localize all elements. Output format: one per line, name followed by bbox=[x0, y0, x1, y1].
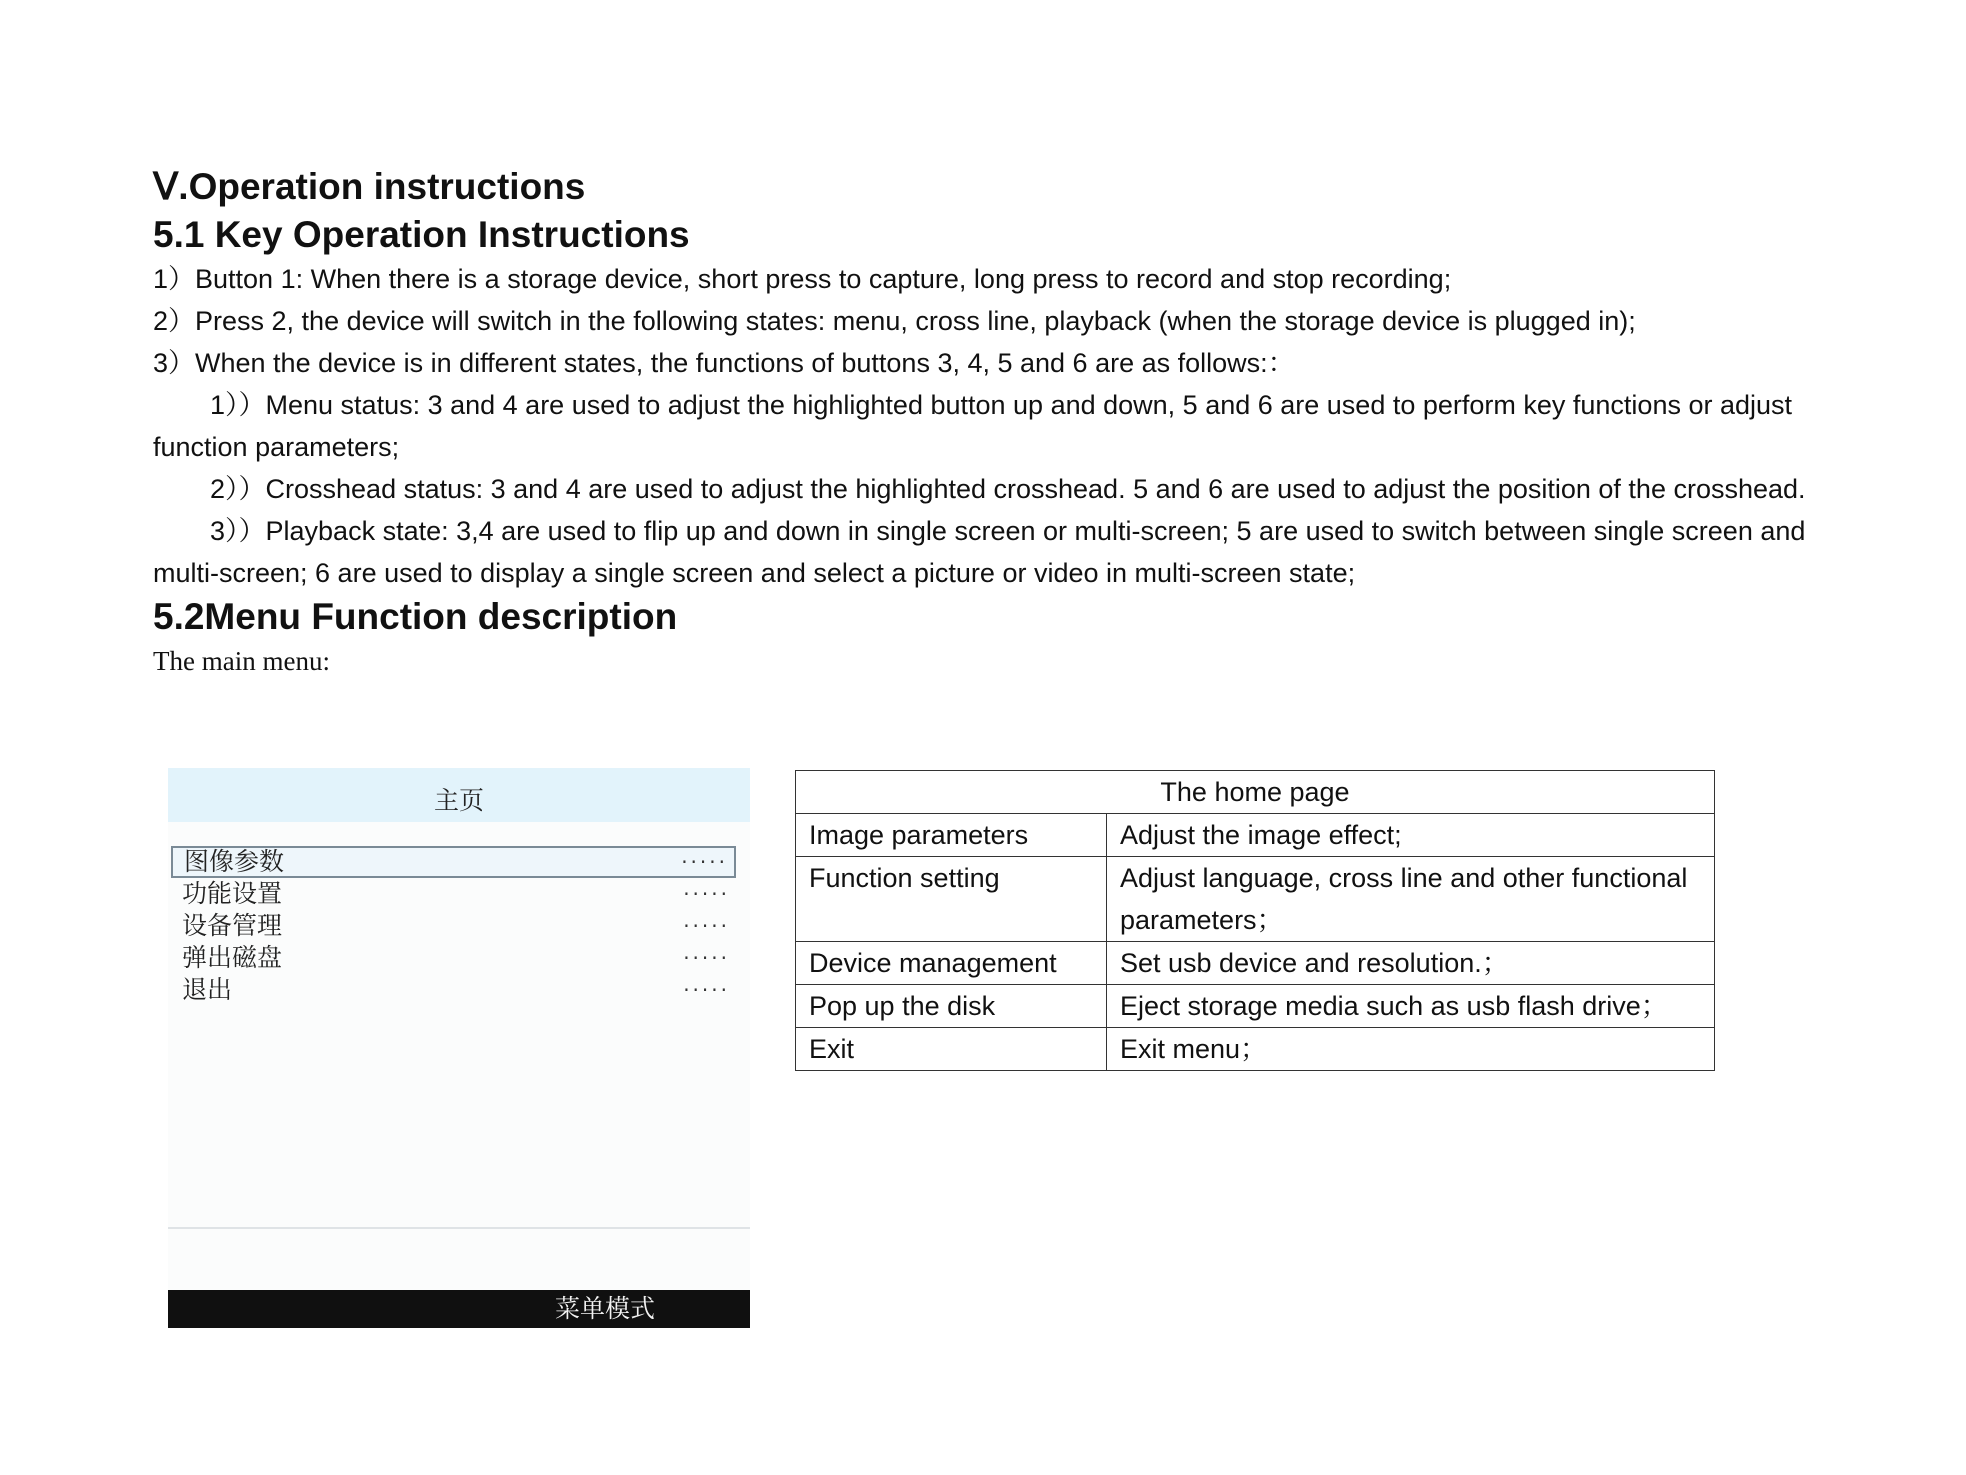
device-menu-item-eject-disk bbox=[171, 942, 736, 974]
table-cell-desc: Eject storage media such as usb flash drive； bbox=[1107, 985, 1715, 1028]
device-screen-title: 主页 bbox=[168, 768, 750, 822]
text-block bbox=[153, 162, 1853, 682]
dots-icon: ····· bbox=[681, 850, 728, 874]
device-mode-label: 菜单模式 bbox=[555, 1294, 656, 1323]
menu-desc-intro: The main menu: bbox=[153, 646, 330, 676]
table-cell-desc: Adjust the image effect; bbox=[1107, 814, 1715, 857]
dots-icon: ····· bbox=[683, 978, 730, 1002]
home-page-function-table bbox=[795, 770, 1715, 1071]
table-cell-name: Device management bbox=[796, 942, 1107, 985]
key-op-item-3: 3）When the device is in different states, the functions of buttons 3, 4, 5 and 6 are as follows:： bbox=[153, 348, 1295, 378]
key-op-sub-item-1 bbox=[153, 384, 1853, 468]
key-op-sub-item-3 bbox=[153, 510, 1853, 594]
device-divider bbox=[168, 1227, 750, 1229]
device-menu-item-label: 退出 bbox=[182, 975, 233, 1004]
device-menu-item-label: 设备管理 bbox=[182, 911, 283, 940]
menu-desc-heading: 5.2Menu Function description bbox=[153, 596, 678, 637]
key-ops-heading: 5.1 Key Operation Instructions bbox=[153, 214, 690, 255]
device-menu-item-image-params bbox=[171, 846, 736, 878]
section-title: Ⅴ.Operation instructions bbox=[153, 166, 586, 207]
device-status-bar bbox=[168, 1290, 750, 1328]
key-op-sub-item-2-text: 2））Crosshead status: 3 and 4 are used to adjust the highlighted crosshead. 5 and 6 are used to adjust the position of the crosshead. bbox=[210, 474, 1806, 504]
device-menu-item-exit bbox=[171, 974, 736, 1006]
table-header: The home page bbox=[796, 771, 1715, 814]
device-menu-item-label: 弹出磁盘 bbox=[182, 943, 283, 972]
device-menu-screenshot bbox=[168, 768, 750, 1328]
dots-icon: ····· bbox=[683, 946, 730, 970]
table-cell-desc: Adjust language, cross line and other functional parameters； bbox=[1107, 857, 1715, 942]
table-row bbox=[796, 857, 1715, 942]
device-menu-list bbox=[171, 846, 736, 1006]
key-op-sub-item-2 bbox=[153, 468, 1853, 510]
table-header-row bbox=[796, 771, 1715, 814]
device-menu-item-device-management bbox=[171, 910, 736, 942]
dots-icon: ····· bbox=[683, 914, 730, 938]
key-op-sub-item-3-text: 3））Playback state: 3,4 are used to flip up and down in single screen or multi-screen; 5 are used to switch between single screen and multi-screen; 6 are used to display a single screen and select a picture or video in multi-screen state; bbox=[153, 516, 1806, 588]
table-cell-name: Function setting bbox=[796, 857, 1107, 942]
table-cell-desc: Set usb device and resolution.； bbox=[1107, 942, 1715, 985]
key-op-sub-item-1-text: 1））Menu status: 3 and 4 are used to adjust the highlighted button up and down, 5 and 6 are used to perform key functions or adjust function parameters; bbox=[153, 390, 1793, 462]
table-row bbox=[796, 942, 1715, 985]
table-cell-name: Image parameters bbox=[796, 814, 1107, 857]
table-cell-name: Pop up the disk bbox=[796, 985, 1107, 1028]
key-op-item-2: 2）Press 2, the device will switch in the following states: menu, cross line, playback (when the storage device is plugged in); bbox=[153, 306, 1636, 336]
table-cell-name: Exit bbox=[796, 1028, 1107, 1071]
device-menu-item-label: 图像参数 bbox=[184, 847, 285, 876]
table-cell-desc: Exit menu； bbox=[1107, 1028, 1715, 1071]
device-menu-item-label: 功能设置 bbox=[182, 879, 283, 908]
table-row bbox=[796, 985, 1715, 1028]
dots-icon: ····· bbox=[683, 882, 730, 906]
device-menu-item-function-settings bbox=[171, 878, 736, 910]
key-op-item-1: 1）Button 1: When there is a storage device, short press to capture, long press to record and stop recording; bbox=[153, 264, 1452, 294]
table-row bbox=[796, 814, 1715, 857]
table-row bbox=[796, 1028, 1715, 1071]
